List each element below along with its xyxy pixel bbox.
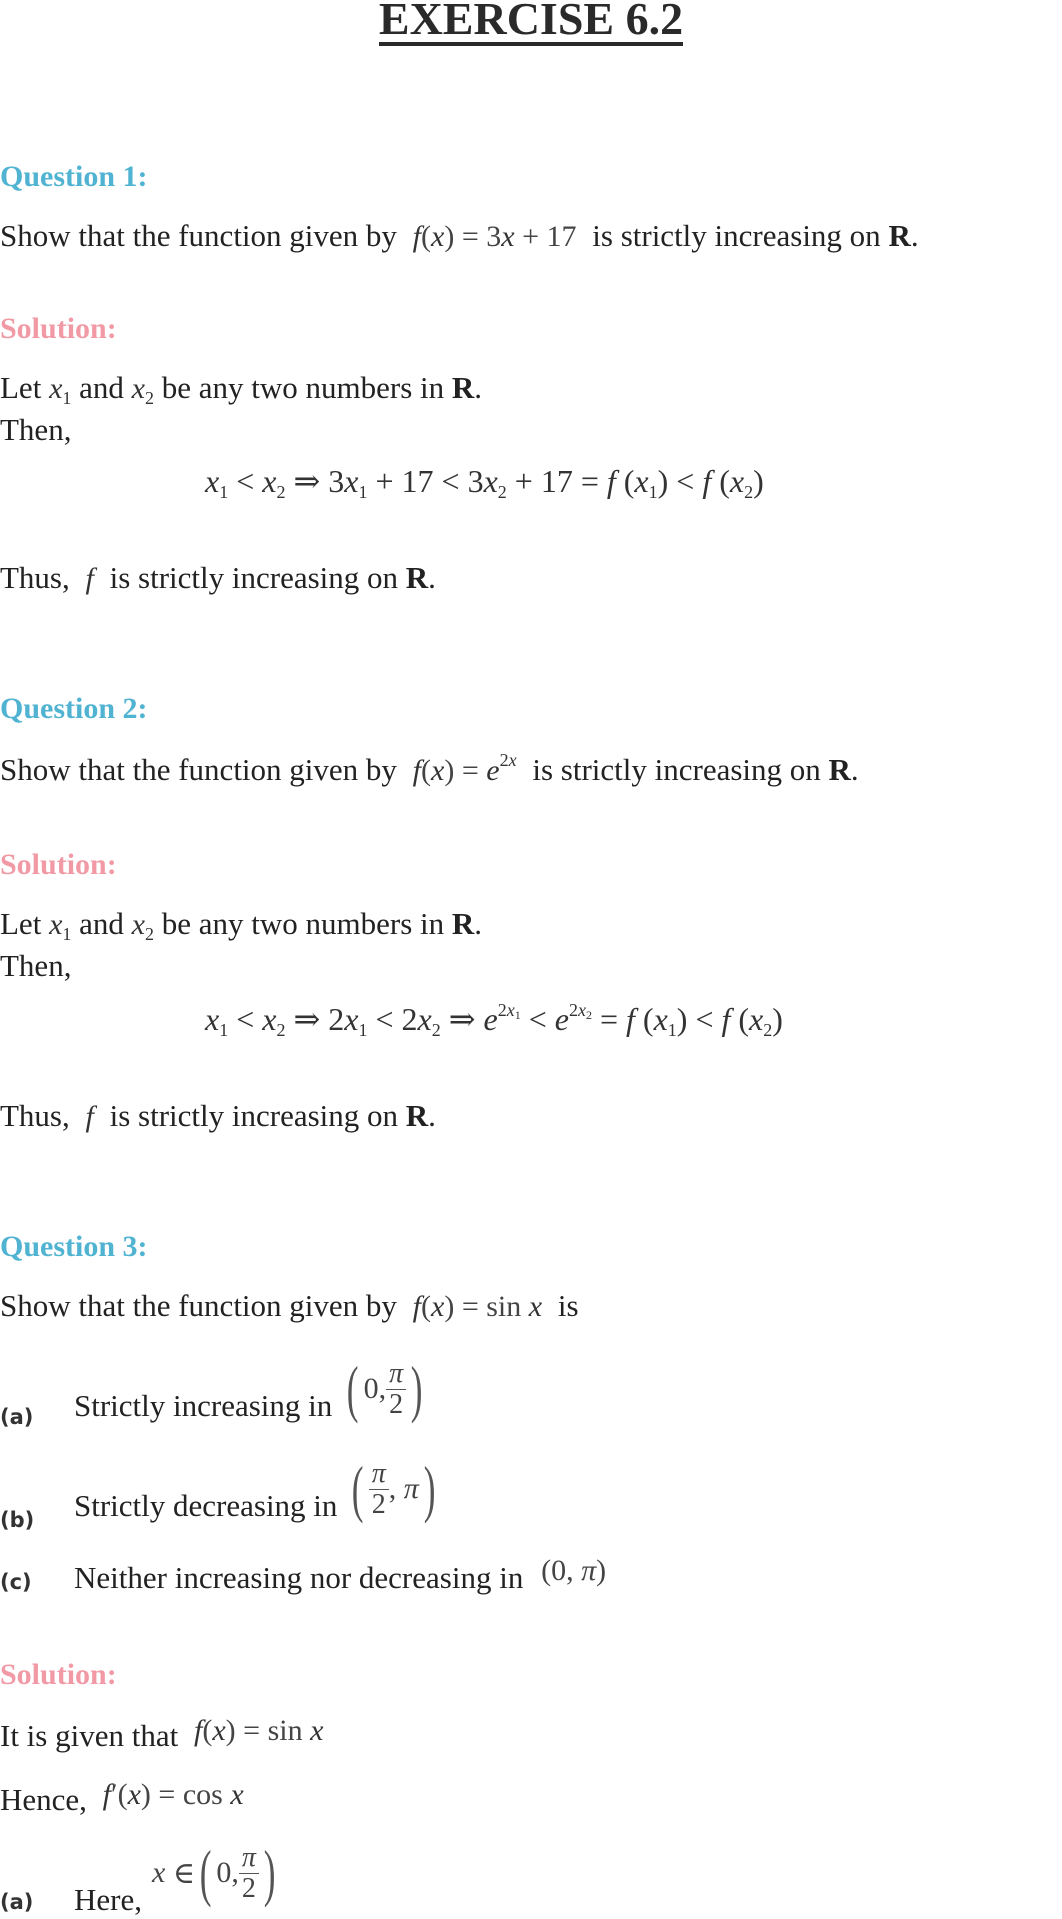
conclusion-suffix: is strictly increasing on [109, 1098, 399, 1133]
interval-0-pi-over-2: ( 0, $\frac{\pi}{2}$ ) [347, 1353, 423, 1424]
question-1-statement: Show that the function given by f(x) = 3x + 17 is strictly increasing on R. [0, 218, 919, 253]
part-c-text: Neither increasing nor decreasing in [74, 1560, 524, 1595]
solution-3-heading: Solution: [0, 1658, 117, 1691]
set-symbol: R [405, 1098, 429, 1133]
solution-1-let-line: Let $x_1$ and $x_2$ be any two numbers in R. [0, 370, 483, 408]
interval-pi-over-2-pi: ( $\frac{\pi}{2}$ , π ) [352, 1453, 436, 1524]
question-2-statement: Show that the function given by $f(x) = e^{2x}$ is strictly increasing on R. [0, 750, 859, 787]
function-symbol: f [85, 562, 94, 595]
given-function: f(x) = sin x [193, 1714, 324, 1747]
statement-suffix: is strictly increasing on [532, 752, 821, 787]
solution-2-let-line: Let $x_1$ and $x_2$ be any two numbers in R. [0, 906, 483, 944]
conclusion-suffix: is strictly increasing on [109, 560, 399, 595]
solution-2-heading: Solution: [0, 848, 117, 881]
var-x1: $x_1$ [49, 372, 72, 408]
question-3-heading: Question 3: [0, 1230, 148, 1263]
part-b-row [74, 1454, 440, 1524]
part-c-label: (c) [0, 1570, 32, 1594]
function-expression: f(x) = 3x + 17 [412, 220, 577, 253]
part-b-label: (b) [0, 1508, 35, 1532]
solution-part-a-row [74, 1838, 280, 1918]
set-symbol: R [888, 218, 911, 253]
let-prefix: Let [0, 370, 42, 405]
solution-2-derivation: $x_1 < x_2$ ⇒ $2x_1 < 2x_2$ ⇒ $e^{2x1} < e^{2x2} = f$ $(x_1) < f$ $(x_2)$ [205, 1000, 783, 1040]
page-title-text: EXERCISE 6.2 [379, 0, 683, 46]
statement-suffix: is [557, 1288, 579, 1323]
var-x2: $x_2$ [131, 372, 154, 408]
function-expression: f(x) = sin x [412, 1290, 543, 1323]
and-word: and [79, 370, 124, 405]
let-prefix: Let [0, 906, 42, 941]
hence-prefix: Hence, [0, 1782, 87, 1817]
part-a-label: (a) [0, 1405, 34, 1429]
solution-3-hence [0, 1778, 244, 1818]
derivative-expression: f′(x) = cos x [102, 1778, 244, 1811]
question-3-statement [0, 1288, 579, 1324]
page-title [0, 0, 1062, 46]
part-c-row [74, 1554, 607, 1596]
conclusion-prefix: Thus, [0, 1098, 70, 1133]
and-word: and [79, 906, 124, 941]
let-suffix: be any two numbers in [161, 370, 445, 405]
solution-1-derivation: $x_1 < x_2$ ⇒ $3x_1 + 17 < 3x_2 + 17 = f$ $(x_1) < f$ $(x_2)$ [205, 463, 764, 502]
statement-prefix: Show that the function given by [0, 752, 397, 787]
set-symbol: R [405, 560, 429, 595]
part-a-text: Strictly increasing in [74, 1388, 333, 1423]
conclusion-prefix: Thus, [0, 560, 70, 595]
question-2-heading: Question 2: [0, 692, 148, 725]
solution-2-then: Then, [0, 948, 72, 983]
statement-prefix: Show that the function given by [0, 1288, 397, 1323]
function-symbol: f [85, 1100, 94, 1133]
part-a-row [74, 1354, 427, 1424]
part-a-here: Here, [74, 1882, 142, 1917]
solution-3-given [0, 1714, 324, 1754]
part-b-text: Strictly decreasing in [74, 1488, 338, 1523]
set-symbol: R [828, 752, 851, 787]
solution-part-a-label: (a) [0, 1890, 34, 1914]
solution-1-then: Then, [0, 412, 72, 447]
condition-x-in-interval: x ∈ ( 0, $\frac{\pi}{2}$ ) [151, 1837, 276, 1908]
statement-prefix: Show that the function given by [0, 218, 397, 253]
solution-1-conclusion: Thus, f is strictly increasing on R. [0, 560, 436, 595]
var-x2: $x_2$ [131, 908, 154, 944]
let-suffix: be any two numbers in [161, 906, 445, 941]
set-symbol: R [451, 370, 475, 405]
set-symbol: R [451, 906, 475, 941]
statement-suffix: is strictly increasing on [592, 218, 881, 253]
solution-2-conclusion: Thus, f is strictly increasing on R. [0, 1098, 436, 1133]
question-1-heading: Question 1: [0, 160, 148, 193]
var-x1: $x_1$ [49, 908, 72, 944]
solution-1-heading: Solution: [0, 312, 117, 345]
interval-0-pi: (0, π) [541, 1554, 607, 1587]
given-prefix: It is given that [0, 1718, 179, 1753]
function-expression: $f(x) = e^{2x}$ [412, 750, 517, 787]
